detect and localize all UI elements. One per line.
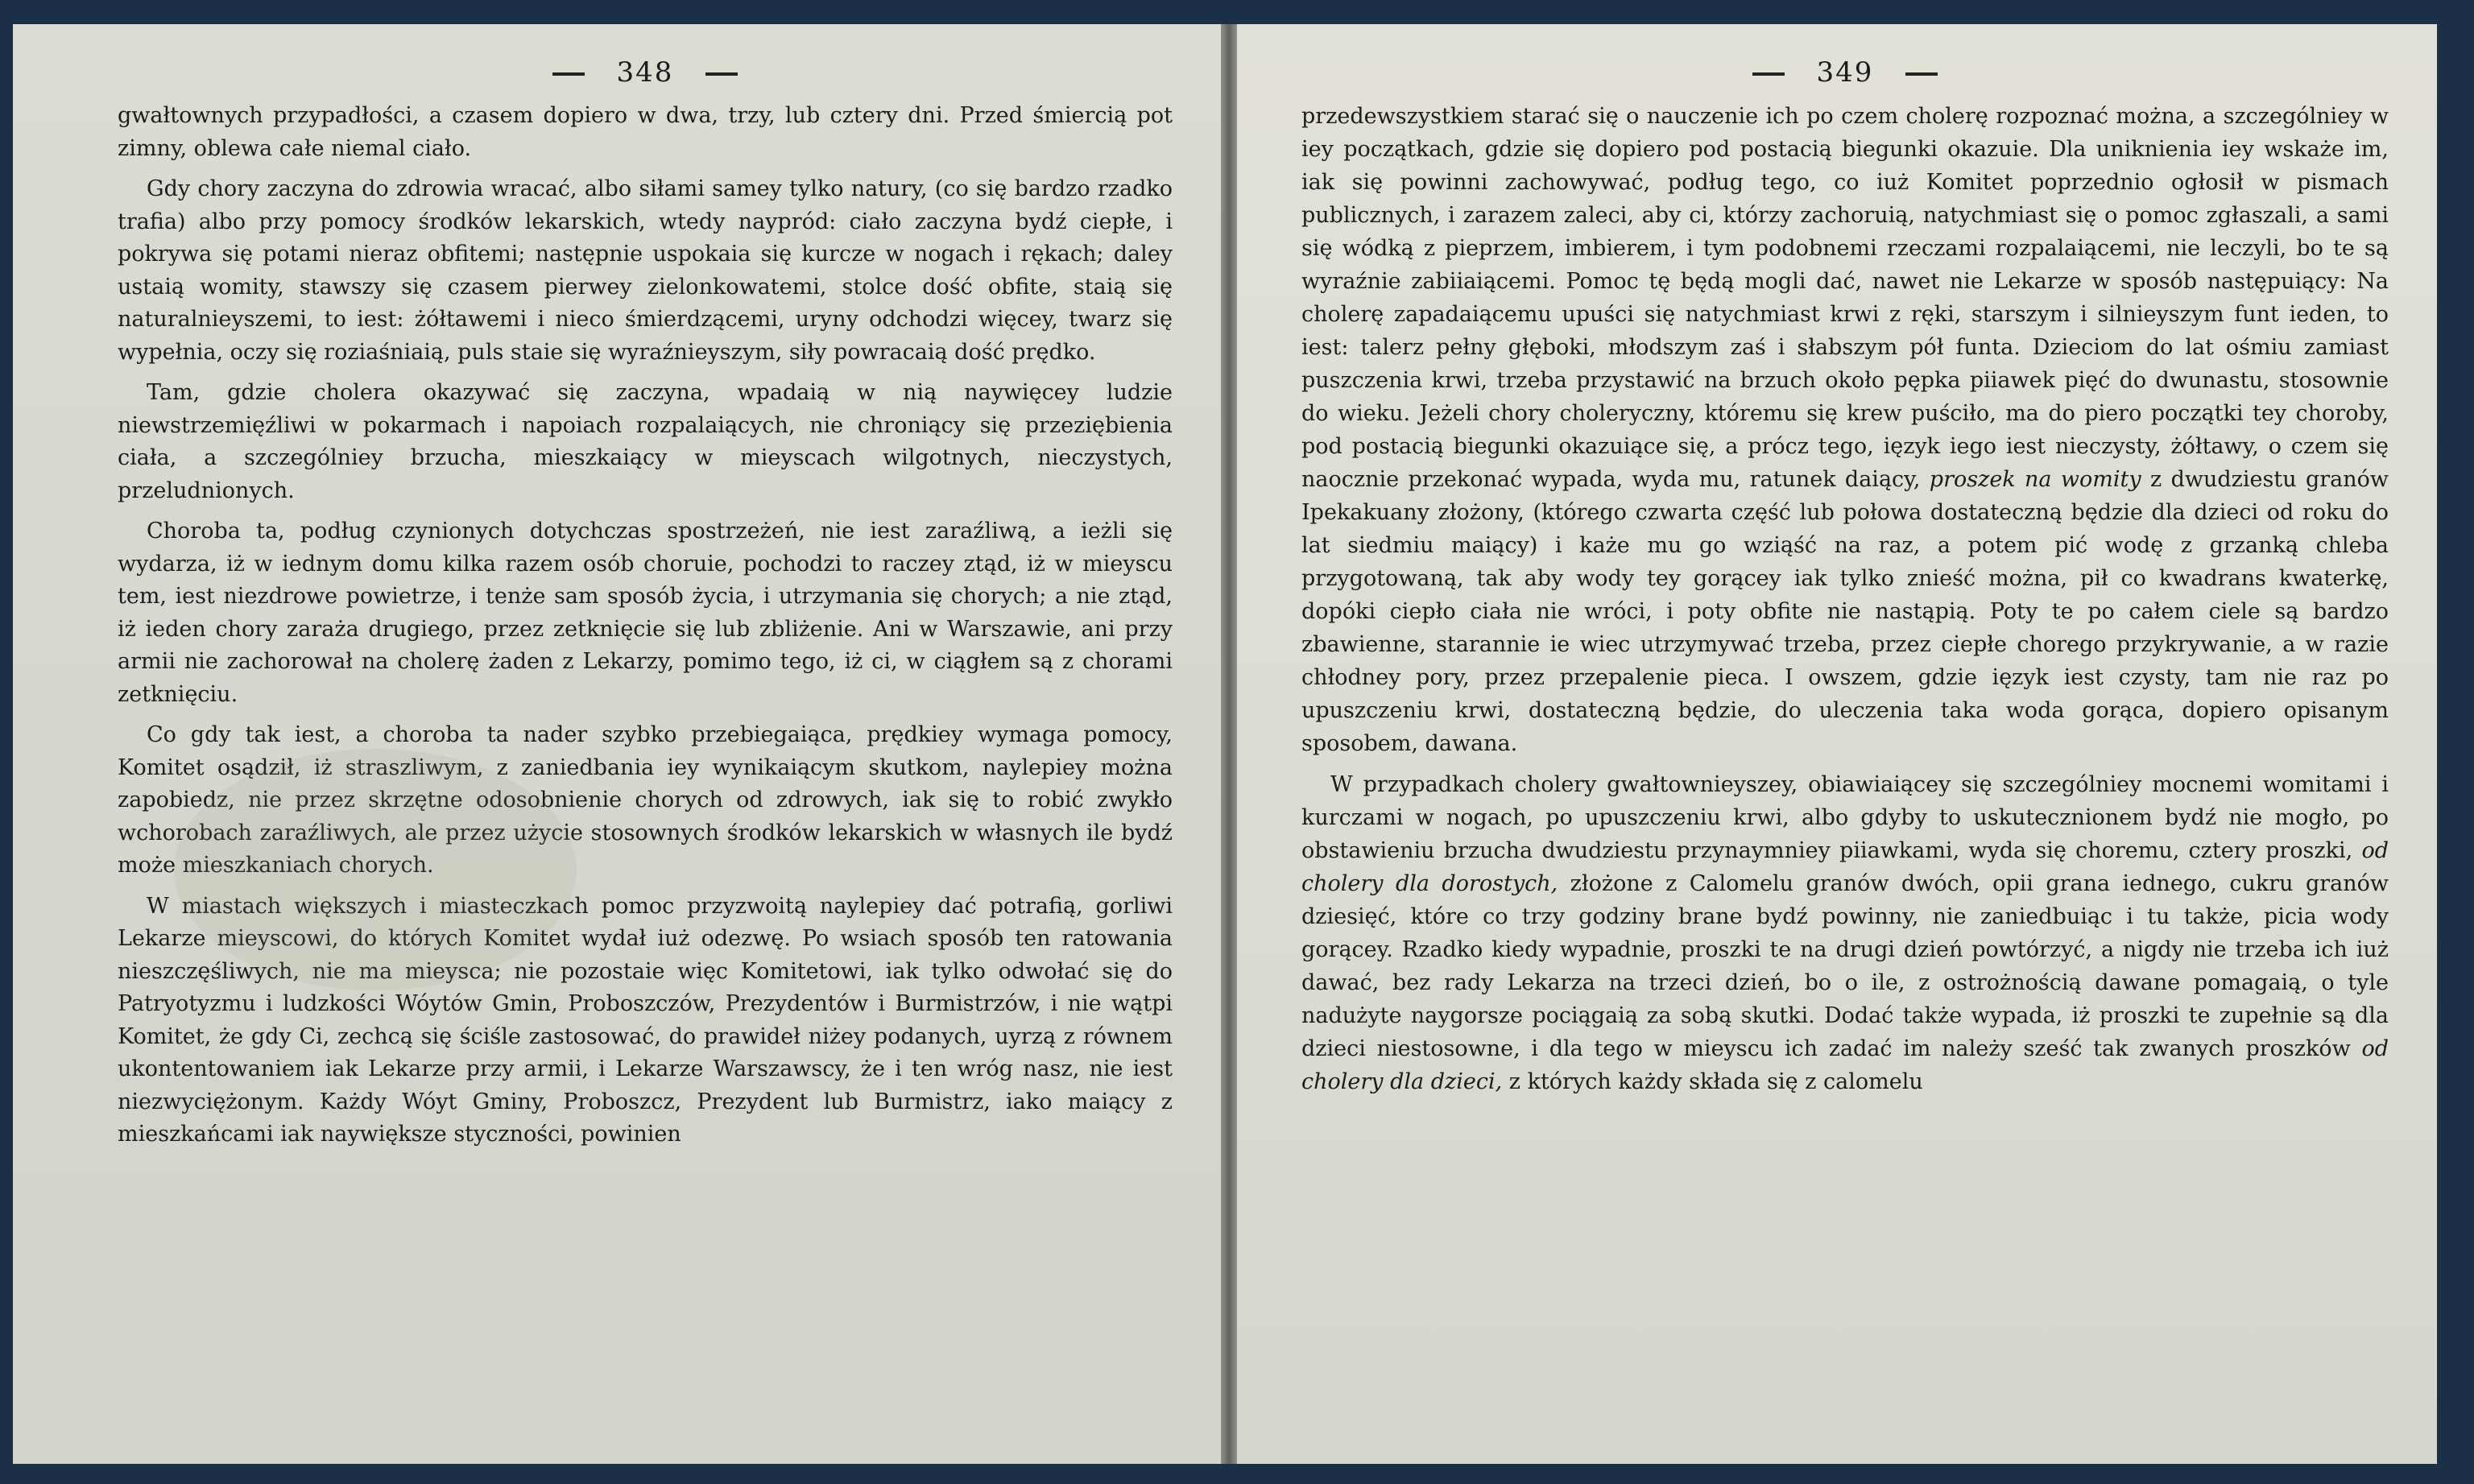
paragraph: Choroba ta, podług czynionych dotychczas spostrzeżeń, nie iest zaraźliwą, a ieżli się wydarza, iż w iednym domu kilka razem osób choruie, pochodzi to raczey ztąd, iż w mieyscu tem, iest niezdrowe powietrze, i tenże sam sposób życia, i utrzymania się chorych; a nie ztąd, iż ieden chory zaraża drugiego, przez zetknięcie się lub zbliżenie. Ani w Warszawie, ani przy armii nie zachorował na cholerę żaden z Lekarzy, pomimo tego, iż ci, w ciągłem są z chorami zetknięciu.	[118, 519, 1173, 707]
paragraph-text: złożone z Calomelu granów dwóch, opii grana iednego, cukru granów dziesięć, które co trzy godziny brane bydź powinny, nie zaniedbuiąc i tu także, picia wody gorącey. Rzadko kiedy wypadnie, proszki te na drugi dzień powtórzyć, a nigdy nie trzeba ich iuż dawać, bez rady Lekarza na trzeci dzień, bo o ile, z ostrożnością dawane pomagaią, o tyle nadużyte naygorsze pociągaią za sobą skutki. Dodać także wypada, iż proszki te zupełnie są dla dzieci niestosowne, i dla tego w mieyscu ich zadać im należy sześć tak zwanych proszków	[1301, 871, 2389, 1061]
paragraph-text: przedewszystkiem starać się o nauczenie ich po czem cholerę rozpoznać można, a szczególniey w iey początkach, gdzie się dopiero pod postacią biegunki okazuie. Dla uniknienia iey wskaże im, iak się powinni zachowywać, podług tego, co iuż Komitet poprzednio ogłosił w pismach publicznych, i zarazem zaleci, aby ci, którzy zachoruią, natychmiast się o pomoc zgłaszali, a sami się wódką z pieprzem, imbierem, i tym podobnemi rzeczami rozpalaiącemi, nie leczyli, bo te są wyraźnie zabiiaiącemi. Pomoc tę będą mogli dać, nawet nie Lekarze w sposób następuiący: Na cholerę zapadaiącemu upuści się natychmiast krwi z ręki, starszym i silnieyszym funt ieden, to iest: talerz pełny głęboki, młodszym zaś i słabszym pół funta. Dzieciom do lat ośmiu zamiast puszczenia krwi, trzeba przystawić na brzuch około pępka piiawek pięć do dwunastu, stosownie do wieku. Jeżeli chory choleryczny, któremu się krew puściło, ma do piero początki tey choroby, pod postacią biegunki okazuiące się, a prócz tego, ięzyk iego iest nieczysty, żółtawy, o czem się naocznie przekonać wypada, wyda mu, ratunek daiący,	[1301, 104, 2389, 492]
italic-term: od cholery dla dorostych,	[1301, 838, 2389, 896]
paragraph	[1301, 100, 2389, 760]
page-number-text: 349	[1816, 56, 1874, 89]
paragraph-text: z dwudziestu granów Ipekakuany złożony, (którego czwarta część lub połowa dostateczną będzie dla dzieci od roku do lat siedmiu maiący) i każe mu go wziąść na raz, a potem pić wodę z grzanką chleba przygotowaną, tak aby wody tey gorącey iak tylko znieść można, pił co kwadrans kwaterkę, dopóki ciepło ciała nie wróci, i poty obfite nie nastąpią. Poty te po całem ciele są bardzo zbawienne, starannie ie wiec utrzymywać trzeba, przez ciepłe chorego przykrywanie, a w razie chłodney pory, przez przepalenie pieca. I owszem, gdzie ięzyk iest czysty, tam nie raz po upuszczeniu krwi, dostateczną będzie, do uleczenia taka woda gorąca, dopiero opisanym sposobem, dawana.	[1301, 467, 2389, 756]
dash-decoration	[552, 72, 585, 76]
paragraph: Gdy chory zaczyna do zdrowia wracać, albo siłami samey tylko natury, (co się bardzo rzadko trafia) albo przy pomocy środków lekarskich, wtedy naypród: ciało zaczyna bydź ciepłe, i pokrywa się potami nieraz obfitemi; następnie uspokaia się kurcze w nogach i rękach; daley ustaią womity, stawszy się czasem pierwey zielonkowatemi, stolce dość obfite, staią się naturalnieyszemi, to iest: żółtawemi i nieco śmierdzącemi, uryny odchodzi więcey, twarz się wypełnia, oczy się roziaśniaią, puls staie się wyraźnieyszym, siły powracaią dość prędko.	[118, 176, 1173, 365]
paragraph: Co gdy tak iest, a choroba ta nader szybko przebiegaiąca, prędkiey wymaga pomocy, Komitet osądził, iż straszliwym, z zaniedbania iey wynikaiącym skutkom, naylepiey można zapobiedz, nie przez skrzętne odosobnienie chorych od zdrowych, iak się to robić zwykło wchorobach zaraźliwych, ale przez użycie stosownych środków lekarskich w własnych ile bydź może mieszkaniach chorych.	[118, 722, 1173, 878]
book-spread	[13, 24, 2437, 1464]
paragraph: Tam, gdzie cholera okazywać się zaczyna, wpadaią w nią naywięcey ludzie niewstrzemięźliwi w pokarmach i napoiach rozpalaiących, nie chroniący się przeziębienia ciała, a szczególniey brzucha, mieszkaiący w mieyscach wilgotnych, nieczystych, przeludnionych.	[118, 380, 1173, 503]
dash-decoration	[1752, 72, 1785, 76]
paragraph-text: W przypadkach cholery gwałtownieyszey, obiawiaiącey się szczególniey mocnemi womitami i kurczami w nogach, po upuszczeniu krwi, albo gdyby to uskutecznionem bydź nie mogło, po obstawieniu brzucha dwudziestu przynaymniey piiawkami, wyda się choremu, cztery proszki,	[1301, 772, 2389, 863]
page-number-left	[118, 56, 1173, 89]
dash-decoration	[705, 72, 738, 76]
italic-term: proszek na womity	[1929, 467, 2141, 492]
page-number-text: 348	[616, 56, 674, 89]
paragraph	[1301, 768, 2389, 1098]
book-gutter	[1221, 24, 1237, 1464]
paragraph: W miastach większych i miasteczkach pomoc przyzwoitą naylepiey dać potrafią, gorliwi Lekarze mieyscowi, do których Komitet wydał iuż odezwę. Po wsiach sposób ten ratowania nieszczęśliwych, nie ma mieysca; nie pozostaie więc Komitetowi, iak tylko odwołać się do Patryotyzmu i ludzkości Wóytów Gmin, Proboszczów, Prezydentów i Burmistrzów, i nie wątpi Komitet, że gdy Ci, zechcą się ściśle zastosować, do prawideł niżey podanych, uyrzą z równem ukontentowaniem iak Lekarze przy armii, i Lekarze Warszawscy, że i ten wróg nasz, nie iest niezwyciężonym. Każdy Wóyt Gminy, Proboszcz, Prezydent lub Burmistrz, iako maiący z mieszkańcami iak naywiększe styczności, powinien	[118, 893, 1173, 1147]
left-page	[13, 24, 1221, 1464]
dash-decoration	[1905, 72, 1938, 76]
page-number-right	[1301, 56, 2389, 89]
italic-term: od cholery dla dzieci,	[1301, 1036, 2389, 1094]
right-page	[1237, 24, 2437, 1464]
paragraph-text: z których każdy składa się z calomelu	[1508, 1069, 1923, 1094]
paragraph: gwałtownych przypadłości, a czasem dopiero w dwa, trzy, lub cztery dni. Przed śmiercią pot zimny, oblewa całe niemal ciało.	[118, 103, 1173, 161]
